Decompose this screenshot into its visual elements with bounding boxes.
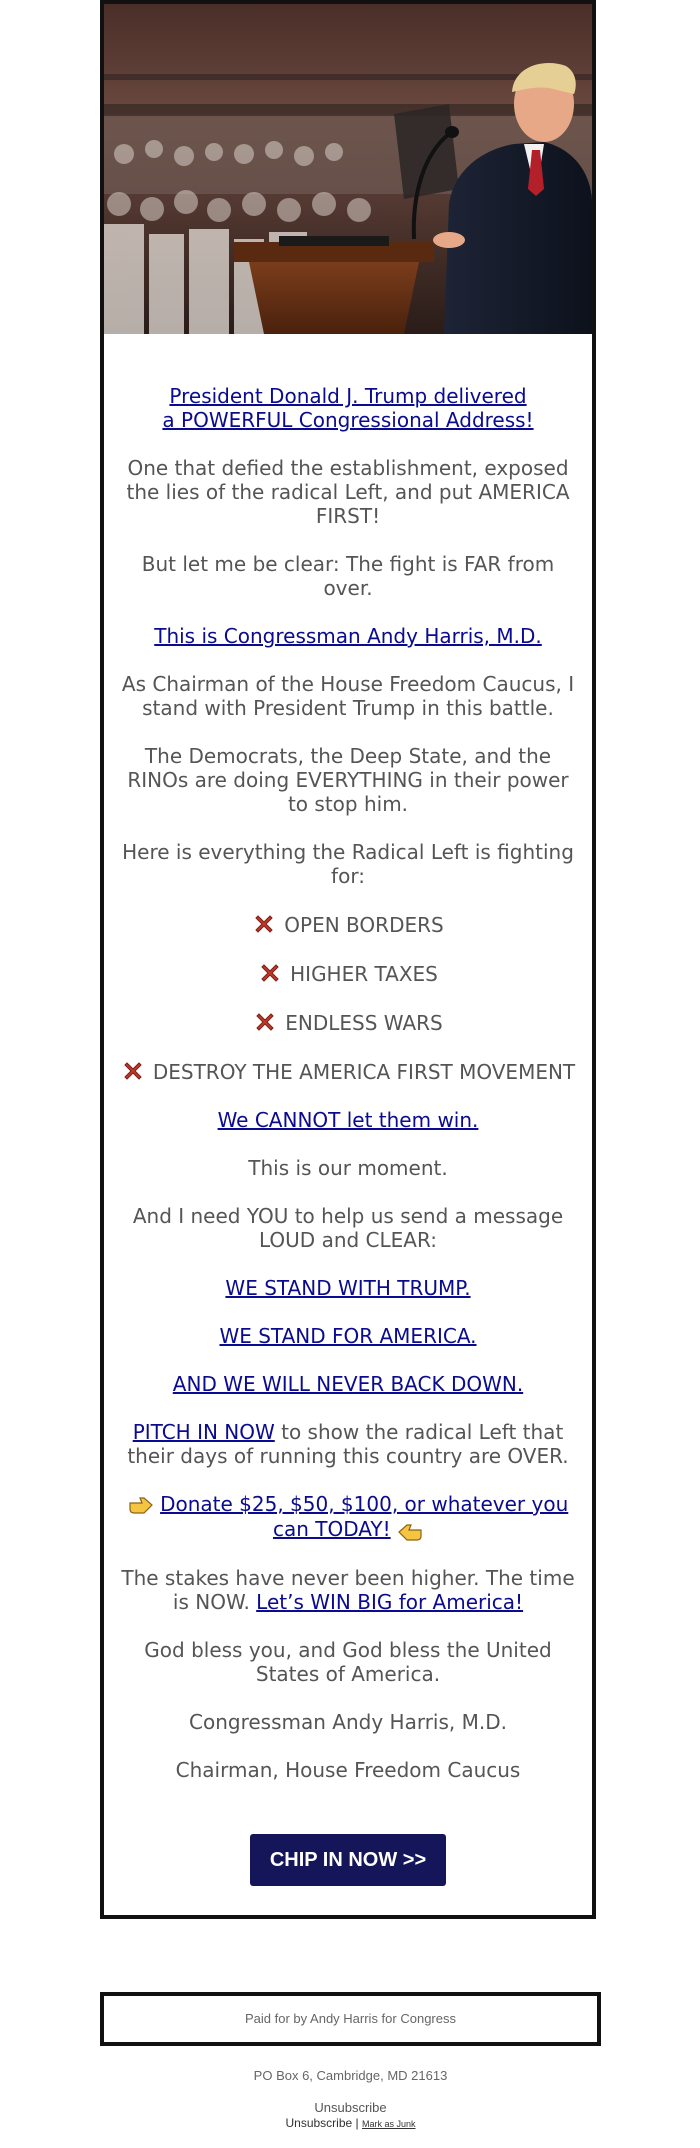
stand-with-trump-link[interactable]: WE STAND WITH TRUMP.	[225, 1276, 471, 1300]
paragraph-stakes	[116, 1566, 580, 1614]
stakes-text: The stakes have never been higher. The time is NOW.	[121, 1566, 575, 1614]
paragraph-fight-not-over: But let me be clear: The fight is FAR from over.	[141, 552, 555, 600]
cannot-let-win-link[interactable]: We CANNOT let them win.	[217, 1108, 479, 1132]
donate-link[interactable]: Donate $25, $50, $100, or whatever you can TODAY!	[160, 1492, 569, 1541]
list-item-label: OPEN BORDERS	[284, 913, 444, 937]
list-item-open-borders	[116, 912, 580, 937]
paid-for-disclaimer	[100, 1992, 601, 2046]
paragraph-donate	[116, 1492, 580, 1542]
email-body	[104, 334, 592, 1886]
paragraph-stand-with-trump	[116, 1276, 580, 1300]
never-back-down-link[interactable]: AND WE WILL NEVER BACK DOWN.	[172, 1372, 524, 1396]
list-item-destroy-movement	[116, 1059, 580, 1084]
paragraph-democrats: The Democrats, the Deep State, and the RINOs are doing EVERYTHING in their power to stop him.	[127, 744, 569, 816]
signature-title: Chairman, House Freedom Caucus	[175, 1758, 521, 1782]
stand-for-america-link[interactable]: WE STAND FOR AMERICA.	[219, 1324, 477, 1348]
list-item-endless-wars	[116, 1010, 580, 1035]
cta-wrapper	[116, 1834, 580, 1886]
paid-for-text: Paid for by Andy Harris for Congress	[245, 2011, 456, 2026]
chip-in-now-button[interactable]: CHIP IN NOW >>	[250, 1834, 446, 1886]
unsubscribe-link-primary[interactable]: Unsubscribe	[314, 2100, 387, 2115]
unsubscribe-separator: |	[352, 2116, 362, 2130]
headline-link-line1[interactable]: President Donald J. Trump delivered	[169, 384, 527, 408]
paragraph-chairman: As Chairman of the House Freedom Caucus, I stand with President Trump in this battle.	[121, 672, 575, 720]
paragraph-list-intro: Here is everything the Radical Left is fighting for:	[122, 840, 574, 888]
list-item-label: HIGHER TAXES	[290, 962, 438, 986]
list-item-label: ENDLESS WARS	[285, 1011, 443, 1035]
list-item-higher-taxes	[116, 961, 580, 986]
list-item-label: DESTROY THE AMERICA FIRST MOVEMENT	[152, 1060, 576, 1084]
cross-mark-icon	[121, 1059, 145, 1083]
paragraph-cannot-let-win	[116, 1108, 580, 1132]
headline-link-line2[interactable]: a POWERFUL Congressional Address!	[162, 408, 534, 432]
win-big-link[interactable]: Let’s WIN BIG for America!	[256, 1590, 524, 1614]
hero-photo	[104, 4, 592, 334]
paragraph-need-you: And I need YOU to help us send a message LOUD and CLEAR:	[132, 1204, 564, 1252]
paragraph-establishment: One that defied the establishment, exposed the lies of the radical Left, and put AMERICA FIRST!	[126, 456, 570, 528]
pointing-right-icon	[128, 1495, 154, 1517]
email-card	[100, 0, 596, 1919]
signature-name: Congressman Andy Harris, M.D.	[189, 1710, 507, 1734]
unsubscribe-row	[100, 2116, 601, 2130]
paragraph-god-bless: God bless you, and God bless the United States of America.	[144, 1638, 552, 1686]
cross-mark-icon	[258, 961, 282, 985]
headline	[116, 384, 580, 432]
cross-mark-icon	[252, 912, 276, 936]
mark-as-junk-link[interactable]: Mark as Junk	[361, 2119, 416, 2129]
paragraph-stand-for-america	[116, 1324, 580, 1348]
pitch-in-text: to show the radical Left that their days of running this country are OVER.	[127, 1420, 569, 1468]
paragraph-pitch-in	[116, 1420, 580, 1468]
mailing-address: PO Box 6, Cambridge, MD 21613	[253, 2068, 448, 2083]
intro-link[interactable]: This is Congressman Andy Harris, M.D.	[154, 624, 542, 648]
cross-mark-icon	[253, 1010, 277, 1034]
unsubscribe-link-secondary[interactable]: Unsubscribe	[285, 2116, 353, 2130]
pointing-left-icon	[397, 1520, 423, 1542]
paragraph-our-moment: This is our moment.	[248, 1156, 448, 1180]
paragraph-intro	[116, 624, 580, 648]
pitch-in-now-link[interactable]: PITCH IN NOW	[132, 1420, 275, 1444]
paragraph-never-back-down	[116, 1372, 580, 1396]
